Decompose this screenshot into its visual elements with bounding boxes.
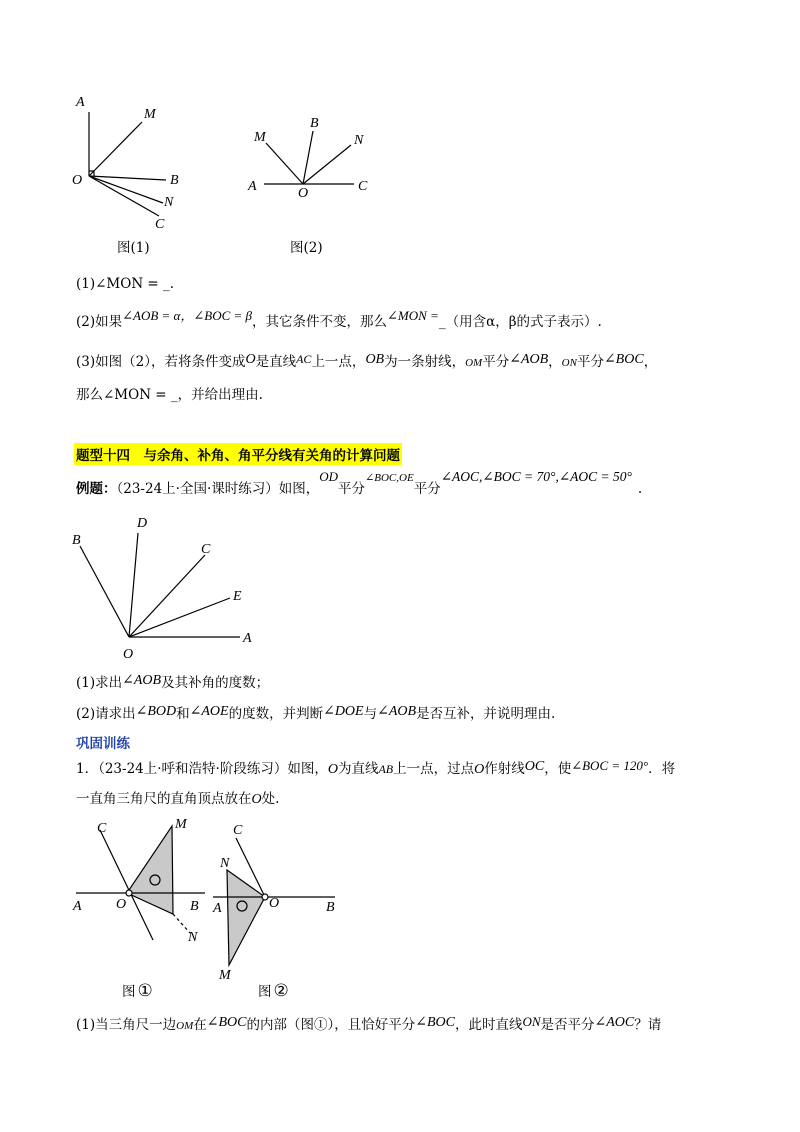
label-n: N <box>164 195 174 210</box>
p1-text-c: 上一点，过点 <box>393 761 475 777</box>
q3-math-ac: AC <box>296 352 312 366</box>
p1-text-b: 为直线 <box>337 761 379 777</box>
eq2-math-aoe: ∠AOE <box>189 704 229 719</box>
p1q1-text-f: ？请 <box>634 1017 662 1033</box>
question-1: (1)∠MON = _. <box>76 276 175 292</box>
label-n: N <box>188 930 198 945</box>
p1q1-text-a: (1)当三角尺一边 <box>76 1017 177 1033</box>
label-d: D <box>137 516 148 531</box>
label-b: B <box>310 116 319 131</box>
label-o: O <box>116 897 127 912</box>
q3-math-on: ON <box>561 357 577 369</box>
eq2-math-bod: ∠BOD <box>135 704 177 719</box>
figure-4-caption-number: ① <box>137 981 153 1001</box>
figure-5-caption <box>258 980 289 1001</box>
eq2-text-d: 与 <box>363 706 378 722</box>
label-a: A <box>76 95 85 110</box>
example-math-od: OD <box>319 469 339 484</box>
consolidation-heading: 巩固训练 <box>76 736 130 752</box>
example-label: 例题： <box>76 481 117 497</box>
label-o: O <box>298 186 309 201</box>
eq1-text-b: 及其补角的度数； <box>161 675 270 691</box>
figure-2-caption: 图(2) <box>290 240 323 256</box>
q3-text-a: (3)如图（2），若将条件变成 <box>76 354 246 370</box>
p1-text-e: ，使 <box>544 761 572 777</box>
label-e: E <box>233 589 242 604</box>
q3-text-c: 上一点， <box>311 354 366 370</box>
p1-math-o1: O <box>327 762 338 777</box>
p1q1-math-on: ON <box>522 1014 541 1029</box>
p1q1-text-b: 在 <box>193 1017 207 1033</box>
p1-text-d: 作射线 <box>484 761 525 777</box>
example-source: （23-24上·全国·课时练习）如图， <box>116 481 320 497</box>
eq2-text-c: 的度数，并判断 <box>228 706 324 722</box>
eq2-math-aob: ∠AOB <box>377 704 417 719</box>
p1q1-math-boc2: ∠BOC <box>415 1015 455 1030</box>
q3-text-g: 平分 <box>576 354 604 370</box>
p1-line2-text-b: 处. <box>261 791 280 807</box>
label-m: M <box>254 130 266 145</box>
p1-line2-text-a: 一直角三角尺的直角顶点放在 <box>76 791 252 807</box>
q3-math-o: O <box>245 352 256 367</box>
label-a: A <box>213 901 222 916</box>
label-c: C <box>358 179 368 194</box>
q3-math-om: OM <box>465 357 483 369</box>
p1-math-o3: O <box>251 792 262 807</box>
p1-math-ab: AB <box>378 762 394 776</box>
label-m: M <box>219 968 231 983</box>
eq2-text-b: 和 <box>176 706 190 722</box>
eq2-math-doe: ∠DOE <box>323 704 364 719</box>
p1q1-math-boc1: ∠BOC <box>206 1015 247 1030</box>
question-3-line-2: 那么∠MON = _，并给出理由. <box>76 387 263 403</box>
eq1-text-a: (1)求出 <box>76 675 123 691</box>
figure-1-caption: 图(1) <box>117 240 150 256</box>
eq1-math-aob: ∠AOB <box>122 673 162 688</box>
label-a: A <box>248 179 257 194</box>
label-c: C <box>155 217 165 232</box>
label-c: C <box>201 542 211 557</box>
example-text-p2: 平分 <box>413 481 441 497</box>
label-b: B <box>326 900 335 915</box>
p1-text-f: ．将 <box>648 761 676 777</box>
figure-5-caption-number: ② <box>273 981 289 1001</box>
label-o: O <box>72 173 83 188</box>
label-n: N <box>220 856 230 871</box>
q2-text-e: _（用含α，β的式子表示）. <box>438 314 602 330</box>
p1q1-math-om: OM <box>176 1020 194 1032</box>
q3-text-f: ， <box>548 354 562 370</box>
q3-text-e: 平分 <box>482 354 510 370</box>
example-dot: . <box>637 481 643 497</box>
label-b: B <box>190 899 199 914</box>
p1q1-text-c: 的内部（图①），且恰好平分 <box>246 1017 416 1033</box>
problem-1-question-1 <box>76 1016 661 1035</box>
p1q1-math-aoc: ∠AOC <box>594 1015 635 1030</box>
p1q1-text-d: ，此时直线 <box>454 1017 523 1033</box>
q3-math-ob: OB <box>365 352 385 367</box>
example-text-p1: 平分 <box>338 481 366 497</box>
section-heading: 题型十四 与余角、补角、角平分线有关角的计算问题 <box>74 443 402 465</box>
eq2-text-a: (2)请求出 <box>76 706 136 722</box>
label-m: M <box>175 817 187 832</box>
vertex-o <box>262 894 268 900</box>
p1-math-boc: ∠BOC = 120° <box>571 758 649 773</box>
label-b: B <box>170 173 179 188</box>
label-o: O <box>269 896 280 911</box>
label-o: O <box>123 647 134 662</box>
q2-text-a: (2)如果 <box>76 314 123 330</box>
p1-math-o2: O <box>474 762 485 777</box>
label-n: N <box>354 133 364 148</box>
q3-text-b: 是直线 <box>255 354 297 370</box>
label-m: M <box>144 107 156 122</box>
label-c: C <box>233 823 243 838</box>
q2-text-c: ，其它条件不变，那么 <box>252 314 388 330</box>
figure-4-caption-text: 图 <box>122 984 136 1000</box>
p1-text-a: 1．（23-24上·呼和浩特·阶段练习）如图， <box>76 761 328 777</box>
label-a: A <box>73 899 82 914</box>
example-math-values: ∠AOC,∠BOC = 70°,∠AOC = 50° <box>440 469 632 484</box>
p1q1-text-e: 是否平分 <box>540 1017 595 1033</box>
example-math-boc-oe: ∠BOC,OE <box>365 472 414 484</box>
label-c: C <box>97 821 107 836</box>
q2-math-mon: ∠MON = <box>387 308 439 323</box>
figure-5-caption-text: 图 <box>258 984 272 1000</box>
p1-math-oc: OC <box>524 759 545 774</box>
q3-text-h: ， <box>643 354 658 370</box>
label-b: B <box>72 533 81 548</box>
q3-math-aob: ∠AOB <box>509 352 549 367</box>
q3-text-d: 为一条射线， <box>384 354 466 370</box>
label-a: A <box>243 631 252 646</box>
q2-math-angles: ∠AOB = α，∠BOC = β <box>122 308 253 323</box>
eq2-text-e: 是否互补，并说明理由. <box>416 706 556 722</box>
q3-math-boc: ∠BOC <box>603 352 644 367</box>
